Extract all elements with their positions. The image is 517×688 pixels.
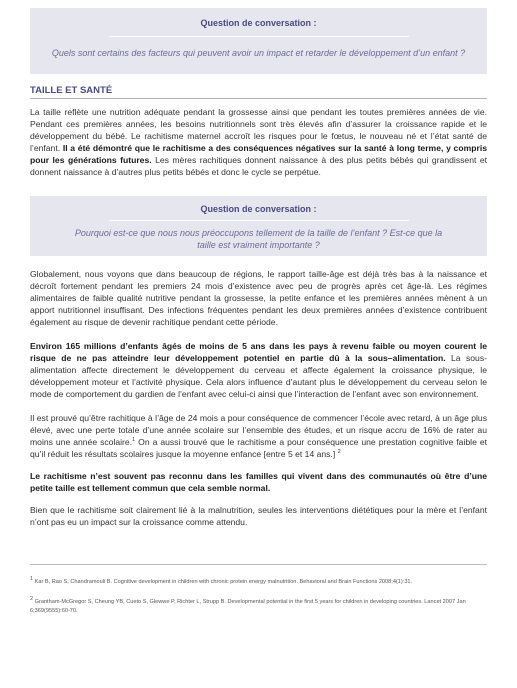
paragraph-text: Il est prouvé qu’être rachitique à l’âge de 24 mois a pour conséquence de commencer l’école avec retard, à un âge plus élevé, avec une perte totale d’une année scolaire sur l’ensemble des études, et un risque accru de 16% de rater au moins une année scolaire. <box>30 413 487 447</box>
footnote-divider <box>30 564 487 565</box>
paragraph-interventions: Bien que le rachitisme soit clairement lié à la malnutrition, seules les interventions diététiques pour la mère et l’enfant n’ont pas eu un impact sur la croissance comme attendu. <box>30 505 487 527</box>
question-divider <box>109 36 409 37</box>
footnote-number: 2 <box>30 596 34 603</box>
paragraph-emphasis: Il a été démontré que le rachitisme a des conséquences négatives sur la santé à long terme, y compris pour les générations futures. <box>30 143 487 165</box>
footnote-ref[interactable]: 1 <box>132 437 136 444</box>
paragraph-text: On a aussi trouvé que le rachitisme a pour conséquence une prestation cognitive faible et qu’il réduit les résultats scolaires jusque la moyenne enfance [entre 5 et 14 ans.] <box>30 437 487 459</box>
footnote-ref[interactable]: 2 <box>337 449 341 456</box>
paragraph-rachitique-24-mois <box>30 412 487 460</box>
question-box-2 <box>30 196 487 256</box>
question-box-1 <box>30 8 487 74</box>
footnote-text: Kar B, Rao S, Chandramouli B. Cognitive development in children with chronic protein energy malnutrition. Behavioral and Brain Functions 2008;4(1):31. <box>34 579 413 585</box>
footnote-2 <box>30 598 490 616</box>
question-title: Question de conversation : <box>200 18 317 28</box>
paragraph-emphasis: Environ 165 millions d’enfants âgés de moins de 5 ans dans les pays à revenu faible ou moyen courent le risque de ne pas atteindre leur développement potentiel en partie dû à la sous–alimentation. <box>30 341 487 363</box>
paragraph-text: Les mères rachitiques donnent naissance à des plus petits bébés qui grandissent et donnent naissance à d’autres plus petits bébés et donc le cycle se perpétue. <box>30 155 487 177</box>
paragraph-rachitisme-non-reconnu <box>30 470 487 494</box>
footnote-text: Grantham-McGregor S, Cheung YB, Cueto S, Glewwe P, Richter L, Strupp B. Developmental potential in the first 5 years for children in developing countries. Lancet 2007 Jan 6;369(9555):60-70. <box>30 599 466 614</box>
question-text: Quels sont certains des facteurs qui peuvent avoir un impact et retarder le développement d’un enfant ? <box>51 48 466 58</box>
question-title: Question de conversation : <box>200 204 317 214</box>
paragraph-taille <box>30 106 487 178</box>
footnote-number: 1 <box>30 576 34 583</box>
paragraph-165-millions <box>30 340 487 400</box>
section-heading: TAILLE ET SANTÉ <box>30 85 487 99</box>
paragraph-globalement: Globalement, nous voyons que dans beaucoup de régions, le rapport taille-âge est déjà très bas à la naissance et décroît fortement pendant les premiers 24 mois d’existence avec peu de progrès après cet âge-là. Les régimes alimentaires de faible qualité nutritive pendant la grossesse, la petite enfance et les premières années mènent à un apport nutritionnel insuffisant. Des infections fréquentes pendant les deux premières années d’existence contribuent également au risque de devenir rachitique pendant cette période. <box>30 269 487 327</box>
question-text: Pourquoi est-ce que nous nous préoccupons tellement de la taille de l’enfant ? Est-ce que la taille est vraiment importante ? <box>74 228 443 250</box>
paragraph-emphasis: Le rachitisme n’est souvent pas reconnu dans les familles qui vivent dans des communautés où être d’une petite taille est tellement commun que cela semble normal. <box>30 471 487 493</box>
paragraph-text: La taille reflète une nutrition adéquate pendant la grossesse ainsi que pendant les toutes premières années de vie. Pendant ces premières années, les besoins nutritionnels sont très élevés afin d’assurer la croissance rapide et le développement du bébé. Le rachitisme maternel accroît les risques pour le fœtus, le nouveau né et l’état santé de l’enfant. <box>30 107 487 153</box>
footnote-1 <box>30 578 490 587</box>
question-divider <box>109 220 409 221</box>
paragraph-text: La sous-alimentation affecte directement le développement du cerveau et affecte également la croissance physique, le développement moteur et l’activité physique. Cela alors influence d’autant plus le développement du cerveau selon le mode de comportement du gardien de l’enfant avec celui-ci ainsi que l’interaction de l’enfant avec son environnement. <box>30 353 487 399</box>
